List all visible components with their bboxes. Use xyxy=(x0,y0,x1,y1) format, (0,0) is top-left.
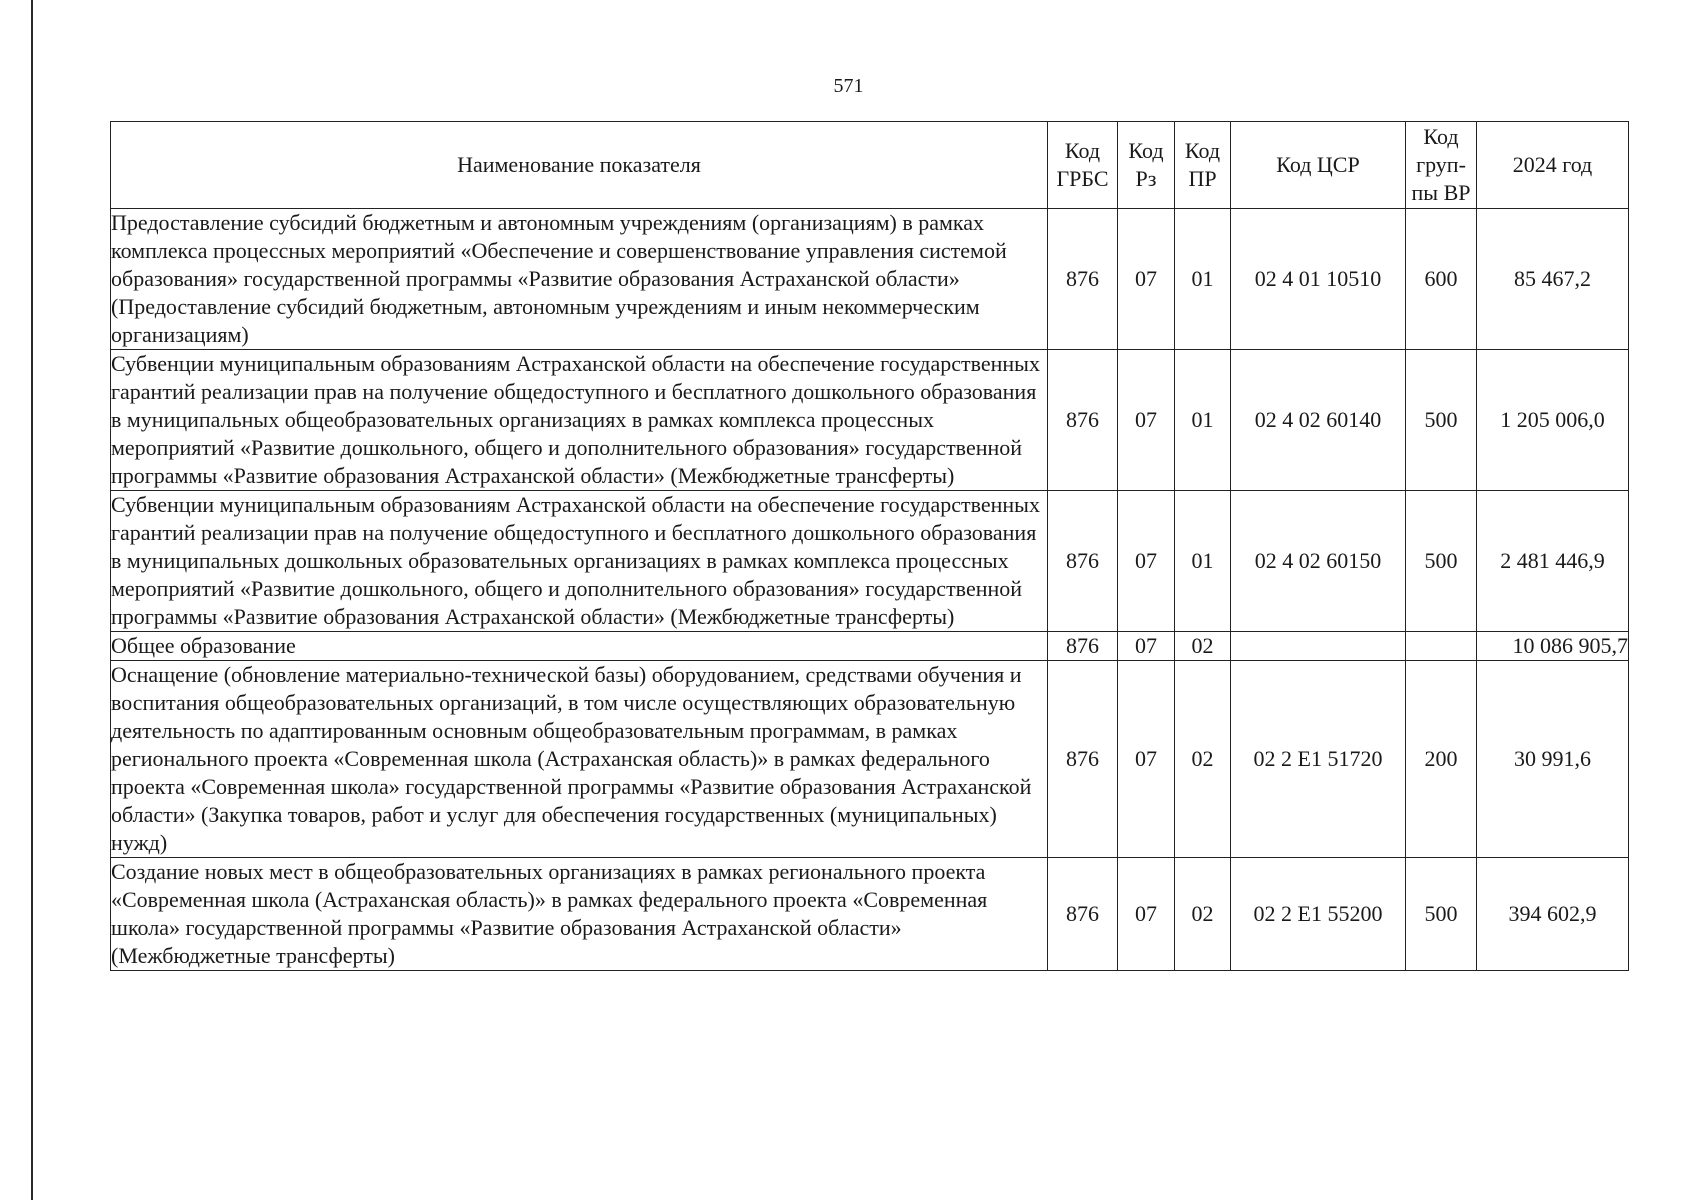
row-vr: 500 xyxy=(1406,491,1477,632)
table-header-row xyxy=(111,122,1629,209)
table-row xyxy=(111,350,1629,491)
row-grbs: 876 xyxy=(1048,632,1118,661)
row-pr: 01 xyxy=(1175,491,1231,632)
row-rz: 07 xyxy=(1118,858,1175,971)
table-row xyxy=(111,632,1629,661)
header-vr: Код груп-пы ВР xyxy=(1406,122,1477,209)
row-csr xyxy=(1231,632,1406,661)
row-csr: 02 4 01 10510 xyxy=(1231,209,1406,350)
row-rz: 07 xyxy=(1118,632,1175,661)
row-rz: 07 xyxy=(1118,209,1175,350)
row-amount: 2 481 446,9 xyxy=(1477,491,1629,632)
row-vr: 600 xyxy=(1406,209,1477,350)
row-amount: 30 991,6 xyxy=(1477,661,1629,858)
row-rz: 07 xyxy=(1118,350,1175,491)
row-pr: 02 xyxy=(1175,661,1231,858)
row-amount: 1 205 006,0 xyxy=(1477,350,1629,491)
header-year: 2024 год xyxy=(1477,122,1629,209)
row-amount: 85 467,2 xyxy=(1477,209,1629,350)
row-name: Субвенции муниципальным образованиям Астраханской области на обеспечение государственных гарантий реализации прав на получение общедоступного и бесплатного дошкольного образования в муниципальных дошкольных образовательных организациях в рамках комплекса процессных мероприятий «Развитие дошкольного, общего и дополнительного образования» государственной программы «Развитие образования Астраханской области» (Межбюджетные трансферты) xyxy=(111,491,1048,632)
row-pr: 02 xyxy=(1175,858,1231,971)
page-margin-line xyxy=(31,0,33,1200)
table-row xyxy=(111,209,1629,350)
header-grbs: Код ГРБС xyxy=(1048,122,1118,209)
table-row xyxy=(111,491,1629,632)
table-row xyxy=(111,858,1629,971)
budget-table xyxy=(110,121,1629,971)
row-name: Общее образование xyxy=(111,632,1048,661)
row-csr: 02 2 E1 51720 xyxy=(1231,661,1406,858)
row-name: Субвенции муниципальным образованиям Астраханской области на обеспечение государственных гарантий реализации прав на получение общедоступного и бесплатного дошкольного образования в муниципальных общеобразовательных организациях в рамках комплекса процессных мероприятий «Развитие дошкольного, общего и дополнительного образования» государственной программы «Развитие образования Астраханской области» (Межбюджетные трансферты) xyxy=(111,350,1048,491)
header-name: Наименование показателя xyxy=(111,122,1048,209)
row-vr: 500 xyxy=(1406,350,1477,491)
row-vr: 200 xyxy=(1406,661,1477,858)
row-grbs: 876 xyxy=(1048,491,1118,632)
row-grbs: 876 xyxy=(1048,661,1118,858)
row-grbs: 876 xyxy=(1048,858,1118,971)
row-amount: 394 602,9 xyxy=(1477,858,1629,971)
row-grbs: 876 xyxy=(1048,350,1118,491)
row-pr: 02 xyxy=(1175,632,1231,661)
row-rz: 07 xyxy=(1118,491,1175,632)
row-csr: 02 2 E1 55200 xyxy=(1231,858,1406,971)
row-vr xyxy=(1406,632,1477,661)
page-number: 571 xyxy=(833,75,864,97)
row-name: Создание новых мест в общеобразовательных организациях в рамках регионального проекта «Современная школа (Астраханская область)» в рамках федерального проекта «Современная школа» государственной программы «Развитие образования Астраханской области» (Межбюджетные трансферты) xyxy=(111,858,1048,971)
table-row xyxy=(111,661,1629,858)
row-name: Оснащение (обновление материально-технической базы) оборудованием, средствами обучения и воспитания общеобразовательных организаций, в том числе осуществляющих образовательную деятельность по адаптированным основным общеобразовательным программам, в рамках регионального проекта «Современная школа (Астраханская область)» в рамках федерального проекта «Современная школа» государственной программы «Развитие образования Астраханской области» (Закупка товаров, работ и услуг для обеспечения государственных (муниципальных) нужд) xyxy=(111,661,1048,858)
header-csr: Код ЦСР xyxy=(1231,122,1406,209)
row-name: Предоставление субсидий бюджетным и автономным учреждениям (организациям) в рамках комплекса процессных мероприятий «Обеспечение и совершенствование управления системой образования» государственной программы «Развитие образования Астраханской области» (Предоставление субсидий бюджетным, автономным учреждениям и иным некоммерческим организациям) xyxy=(111,209,1048,350)
row-pr: 01 xyxy=(1175,209,1231,350)
row-pr: 01 xyxy=(1175,350,1231,491)
row-amount: 10 086 905,7 xyxy=(1477,632,1629,661)
row-vr: 500 xyxy=(1406,858,1477,971)
header-rz: Код Рз xyxy=(1118,122,1175,209)
row-grbs: 876 xyxy=(1048,209,1118,350)
row-rz: 07 xyxy=(1118,661,1175,858)
row-csr: 02 4 02 60150 xyxy=(1231,491,1406,632)
header-pr: Код ПР xyxy=(1175,122,1231,209)
row-csr: 02 4 02 60140 xyxy=(1231,350,1406,491)
